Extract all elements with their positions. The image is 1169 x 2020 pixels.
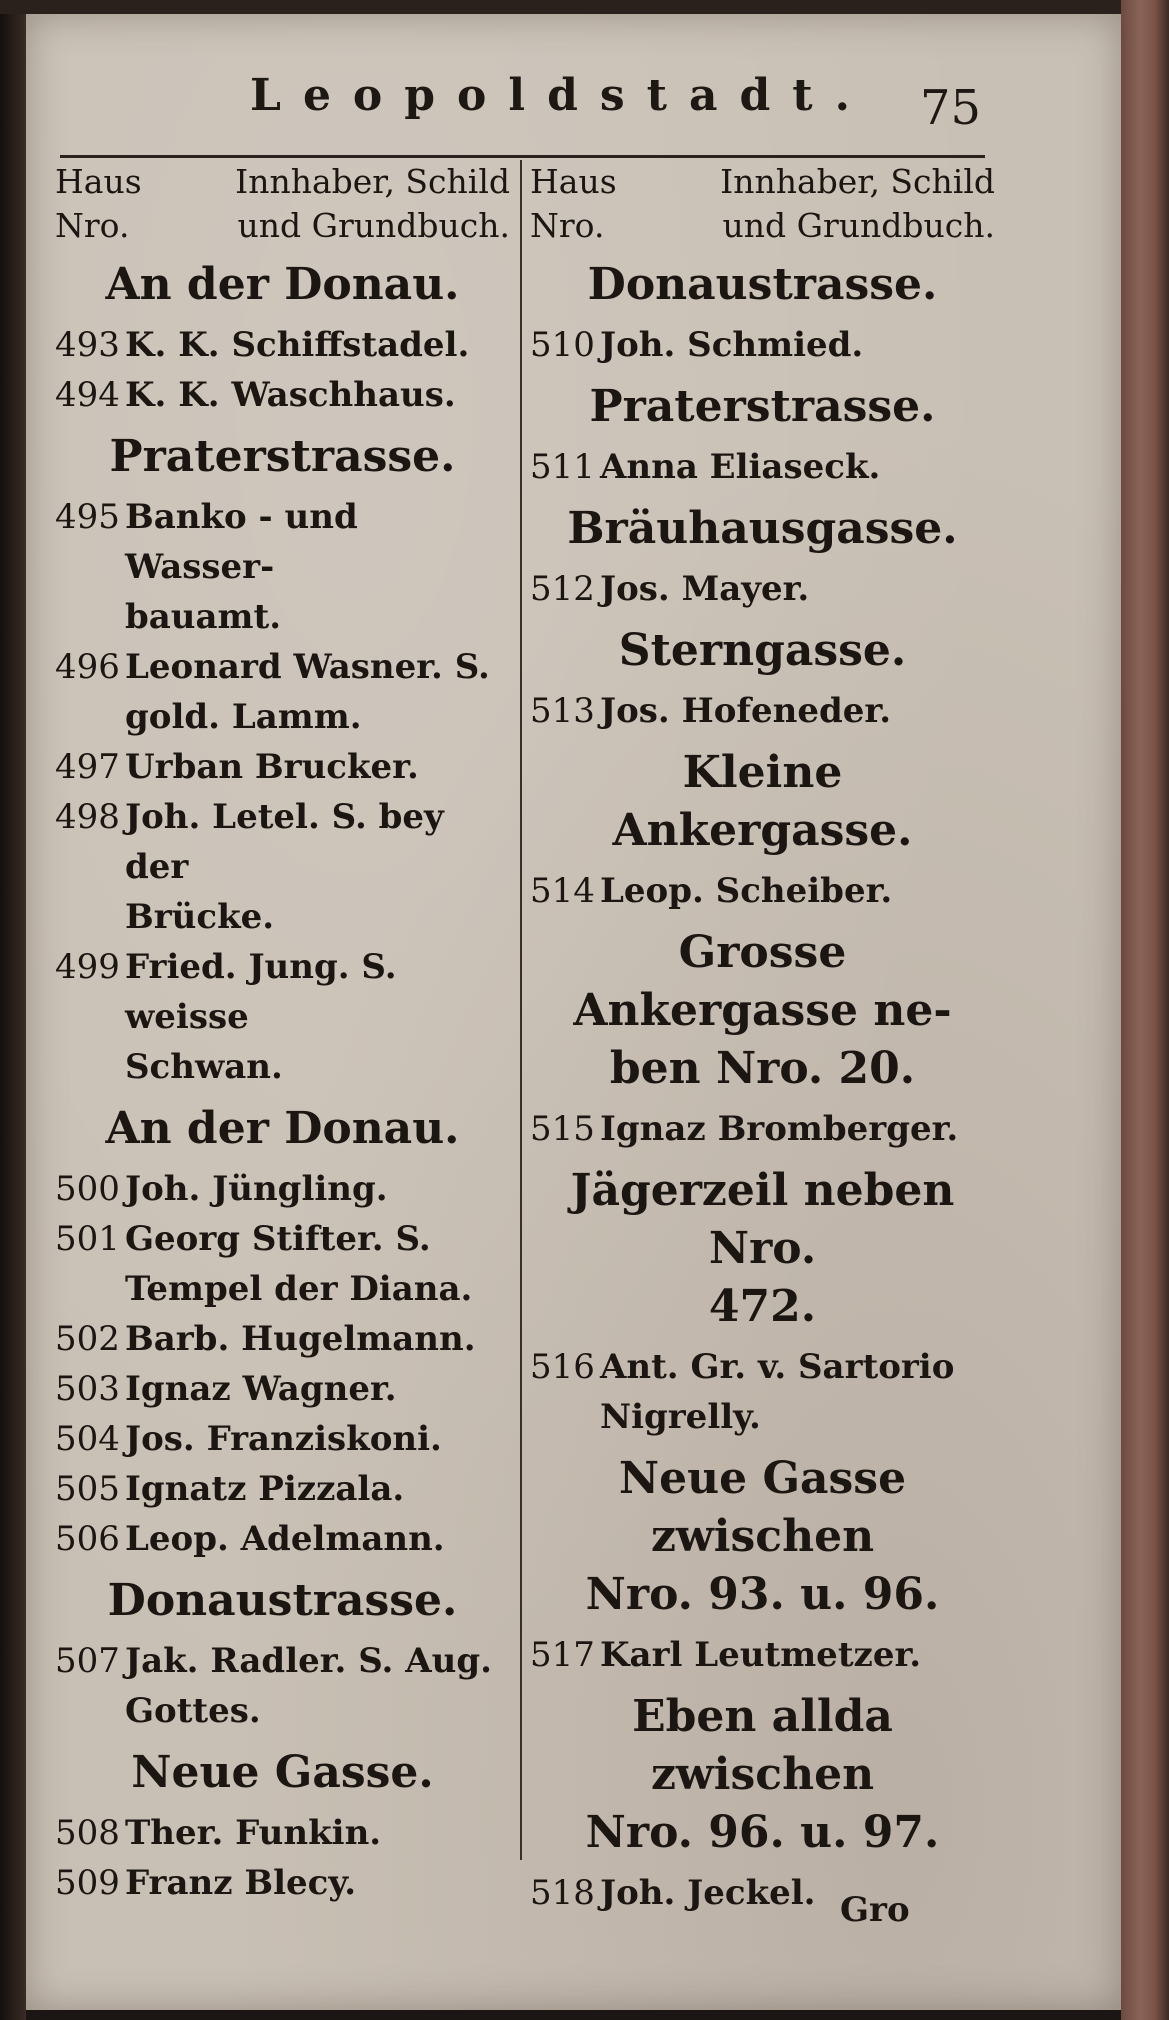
owner-text xyxy=(125,1364,510,1414)
owner-text xyxy=(125,1808,510,1858)
owner-text xyxy=(600,1630,995,1680)
street-heading xyxy=(55,428,510,486)
house-number: 512 xyxy=(530,569,595,609)
house-number: 498 xyxy=(55,797,120,837)
owner-text xyxy=(125,742,510,792)
street-name: Sterngasse. xyxy=(618,625,907,676)
owner-text xyxy=(600,320,995,370)
street-name: Kleine Ankergasse. xyxy=(612,747,913,856)
house-number: 506 xyxy=(55,1519,120,1559)
column-header xyxy=(55,160,510,248)
owner-text xyxy=(600,866,995,916)
house-number: 499 xyxy=(55,947,120,987)
owner-line: Franz Blecy. xyxy=(125,1863,357,1903)
house-entry xyxy=(55,942,510,1092)
house-number: 507 xyxy=(55,1641,120,1681)
street-name: Praterstrasse. xyxy=(589,381,936,432)
house-entry xyxy=(55,1414,510,1464)
street-heading xyxy=(55,1572,510,1630)
house-entry xyxy=(55,370,510,420)
street-name-continued: ben Nro. 20. xyxy=(609,1043,916,1094)
book-spine xyxy=(0,0,26,2020)
street-heading xyxy=(55,256,510,314)
col-header-nro: Nro. xyxy=(530,206,605,245)
house-entry xyxy=(530,1342,995,1442)
house-entry xyxy=(55,1214,510,1314)
owner-text xyxy=(600,1342,995,1442)
right-entries xyxy=(530,256,995,1918)
owner-text xyxy=(125,1858,510,1908)
house-entry xyxy=(530,866,995,916)
owner-text xyxy=(600,1104,995,1154)
street-heading xyxy=(530,1688,995,1862)
owner-text xyxy=(125,792,510,942)
owner-text xyxy=(125,370,510,420)
street-heading xyxy=(55,1100,510,1158)
owner-text xyxy=(125,1164,510,1214)
house-number: 500 xyxy=(55,1169,120,1209)
owner-text xyxy=(125,1636,510,1736)
house-entry xyxy=(530,442,995,492)
owner-line-continued: Nigrelly. xyxy=(600,1397,761,1437)
house-number: 493 xyxy=(55,325,120,365)
house-entry xyxy=(530,1630,995,1680)
house-entry xyxy=(55,1464,510,1514)
house-entry xyxy=(530,686,995,736)
street-name: Donaustrasse. xyxy=(587,259,938,310)
house-number: 517 xyxy=(530,1635,595,1675)
street-name: Neue Gasse zwischen xyxy=(618,1453,907,1562)
column-divider xyxy=(520,160,522,1860)
owner-line: Joh. Schmied. xyxy=(600,325,864,365)
street-heading xyxy=(530,744,995,860)
owner-text xyxy=(125,1214,510,1314)
street-name: Praterstrasse. xyxy=(109,431,456,482)
page-number: 75 xyxy=(920,80,982,136)
owner-line-continued: Schwan. xyxy=(125,1047,283,1087)
owner-line: Ignatz Pizzala. xyxy=(125,1469,405,1509)
col-header-grundbuch: und Grundbuch. xyxy=(237,206,510,245)
street-name-continued: Nro. 93. u. 96. xyxy=(585,1569,940,1620)
house-entry xyxy=(55,1314,510,1364)
street-heading xyxy=(55,1744,510,1802)
house-number: 501 xyxy=(55,1219,120,1259)
street-name: An der Donau. xyxy=(105,259,460,310)
owner-line: Joh. Jüngling. xyxy=(125,1169,388,1209)
col-header-grundbuch: und Grundbuch. xyxy=(722,206,995,245)
house-number: 510 xyxy=(530,325,595,365)
column-header xyxy=(530,160,995,248)
col-header-nro: Nro. xyxy=(55,206,130,245)
owner-text xyxy=(600,1868,995,1918)
street-name: Donaustrasse. xyxy=(107,1575,458,1626)
page-edges xyxy=(1121,0,1169,2020)
house-number: 514 xyxy=(530,871,595,911)
owner-line: Jos. Mayer. xyxy=(600,569,810,609)
owner-line-continued: Brücke. xyxy=(125,897,275,937)
owner-line-continued: bauamt. xyxy=(125,597,282,637)
street-heading xyxy=(530,378,995,436)
catchword: Gro xyxy=(840,1890,910,1930)
house-entry xyxy=(530,1104,995,1154)
house-entry xyxy=(55,792,510,942)
street-heading xyxy=(530,1450,995,1624)
owner-line: Joh. Letel. S. bey der xyxy=(125,797,444,887)
street-heading xyxy=(530,924,995,1098)
street-name: Jägerzeil neben Nro. xyxy=(570,1165,955,1274)
house-number: 511 xyxy=(530,447,595,487)
house-number: 494 xyxy=(55,375,120,415)
street-name: Eben allda zwischen xyxy=(632,1691,893,1800)
owner-line: Georg Stifter. S. xyxy=(125,1219,431,1259)
owner-text xyxy=(125,942,510,1092)
right-column xyxy=(530,160,995,1918)
house-entry xyxy=(530,320,995,370)
owner-line: Banko - und Wasser- xyxy=(125,497,358,587)
owner-line: Jos. Hofeneder. xyxy=(600,691,892,731)
owner-text xyxy=(125,320,510,370)
street-heading xyxy=(530,622,995,680)
owner-line: Fried. Jung. S. weisse xyxy=(125,947,397,1037)
owner-line: Leop. Scheiber. xyxy=(600,871,893,911)
house-number: 515 xyxy=(530,1109,595,1149)
left-entries xyxy=(55,256,510,1908)
owner-line: Ignaz Wagner. xyxy=(125,1369,397,1409)
house-number: 513 xyxy=(530,691,595,731)
street-heading xyxy=(530,1162,995,1336)
owner-text xyxy=(125,492,510,642)
owner-text xyxy=(125,1464,510,1514)
street-name: Bräuhausgasse. xyxy=(567,503,958,554)
house-entry xyxy=(55,1636,510,1736)
owner-line: K. K. Schiffstadel. xyxy=(125,325,470,365)
street-name: An der Donau. xyxy=(105,1103,460,1154)
house-number: 504 xyxy=(55,1419,120,1459)
col-header-haus: Haus xyxy=(530,162,617,201)
owner-line: Karl Leutmetzer. xyxy=(600,1635,922,1675)
house-number: 503 xyxy=(55,1369,120,1409)
owner-line: Urban Brucker. xyxy=(125,747,419,787)
street-name-continued: Nro. 96. u. 97. xyxy=(585,1807,940,1858)
owner-line: Barb. Hugelmann. xyxy=(125,1319,476,1359)
owner-text xyxy=(600,442,995,492)
street-heading xyxy=(530,256,995,314)
house-number: 505 xyxy=(55,1469,120,1509)
owner-line-continued: gold. Lamm. xyxy=(125,697,362,737)
house-number: 495 xyxy=(55,497,120,537)
house-entry xyxy=(55,492,510,642)
owner-text xyxy=(125,1414,510,1464)
left-column xyxy=(55,160,510,1908)
house-entry xyxy=(55,642,510,742)
owner-line: Anna Eliaseck. xyxy=(600,447,881,487)
owner-text xyxy=(600,686,995,736)
street-name: Neue Gasse. xyxy=(131,1747,434,1798)
col-header-innhaber: Innhaber, Schild xyxy=(720,162,995,201)
house-number: 502 xyxy=(55,1319,120,1359)
house-entry xyxy=(530,1868,995,1918)
house-entry xyxy=(55,1514,510,1564)
owner-line: Leop. Adelmann. xyxy=(125,1519,445,1559)
owner-line: Ignaz Bromberger. xyxy=(600,1109,959,1149)
house-entry xyxy=(55,1164,510,1214)
house-entry xyxy=(55,1364,510,1414)
house-number: 509 xyxy=(55,1863,120,1903)
house-entry xyxy=(55,320,510,370)
house-entry xyxy=(530,564,995,614)
owner-line: Ant. Gr. v. Sartorio xyxy=(600,1347,955,1387)
house-number: 496 xyxy=(55,647,120,687)
owner-line: Ther. Funkin. xyxy=(125,1813,382,1853)
street-heading xyxy=(530,500,995,558)
owner-line: K. K. Waschhaus. xyxy=(125,375,456,415)
house-entry xyxy=(55,1858,510,1908)
top-edge xyxy=(0,0,1169,14)
col-header-haus: Haus xyxy=(55,162,142,201)
owner-text xyxy=(125,1314,510,1364)
house-number: 516 xyxy=(530,1347,595,1387)
owner-line: Jos. Franziskoni. xyxy=(125,1419,442,1459)
street-name: Grosse Ankergasse ne- xyxy=(573,927,952,1036)
owner-line: Jak. Radler. S. Aug. xyxy=(125,1641,492,1681)
owner-line: Leonard Wasner. S. xyxy=(125,647,490,687)
owner-text xyxy=(125,642,510,742)
house-number: 508 xyxy=(55,1813,120,1853)
house-entry xyxy=(55,742,510,792)
owner-line-continued: Gottes. xyxy=(125,1691,261,1731)
owner-line: Joh. Jeckel. xyxy=(600,1873,816,1913)
house-number: 497 xyxy=(55,747,120,787)
col-header-innhaber: Innhaber, Schild xyxy=(235,162,510,201)
house-entry xyxy=(55,1808,510,1858)
running-head: Leopoldstadt. xyxy=(250,70,872,121)
owner-text xyxy=(125,1514,510,1564)
owner-line-continued: Tempel der Diana. xyxy=(125,1269,473,1309)
owner-text xyxy=(600,564,995,614)
house-number: 518 xyxy=(530,1873,595,1913)
street-name-continued: 472. xyxy=(708,1281,817,1332)
header-rule xyxy=(60,155,985,158)
